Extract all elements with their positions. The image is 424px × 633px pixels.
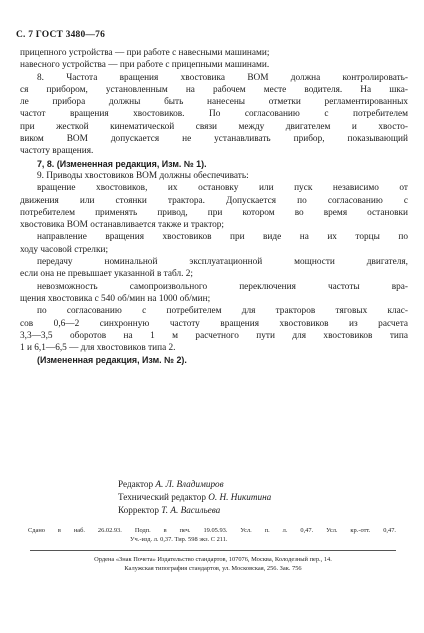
- imprint-line-2: Уч.-изд. л. 0,37. Тир. 598 экз. С 211.: [130, 535, 228, 543]
- text-line: (Измененная редакция, Изм. № 2).: [37, 355, 187, 366]
- text-line: сов 0,6—2 синхронную частоту вращения хвостовиков из расчета: [20, 318, 408, 329]
- editor-name: А. Л. Владимиров: [155, 479, 224, 489]
- text-line: хвостовика ВОМ останавливается также и трактор;: [20, 220, 225, 231]
- text-line: при жесткой кинематической связи между двигателем и хвосто-: [20, 121, 408, 132]
- credits-block: [118, 478, 271, 517]
- printer-line: Калужская типография стандартов, ул. Московская, 256. Зак. 756: [124, 565, 302, 572]
- text-line: щения хвостовика с 540 об/мин на 1000 об/мин;: [20, 293, 211, 304]
- editor-label: Редактор: [118, 479, 154, 489]
- tech-editor-name: О. Н. Никитина: [208, 492, 272, 502]
- text-line: 3,3—3,5 оборотов на 1 м расчетного пути для хвостовиков типа: [20, 330, 408, 341]
- imprint-block: [28, 527, 396, 544]
- text-line: прицепного устройства — при работе с навесными машинами;: [20, 48, 270, 58]
- document-body: [20, 47, 408, 367]
- text-line: частот вращения хвостовиков. По согласованию с потребителем: [20, 109, 408, 120]
- text-line: 9. Приводы хвостовиков ВОМ должны обеспечивать:: [37, 170, 249, 181]
- text-line: по согласованию с потребителем для тракторов тяговых клас-: [37, 306, 408, 317]
- text-line: частоту вращения.: [20, 146, 94, 157]
- text-line: передачу номинальной эксплуатационной мощности двигателя,: [37, 257, 408, 268]
- proofreader-line: [118, 504, 271, 517]
- text-line: ле прибора должны быть нанесены отметки регламентированных: [20, 97, 408, 108]
- proofreader-name: Т. А. Васильева: [161, 505, 221, 515]
- text-line: навесного устройства — при работе с прицепными машинами.: [20, 60, 270, 71]
- text-line: если она не превышает указанной в табл. 2;: [20, 269, 193, 280]
- text-line: ходу часовой стрелки;: [20, 244, 109, 255]
- imprint-line-1: Сдано в наб. 26.02.93. Подп. в печ. 19.05.93. Усл. п. л. 0,47. Усл. кр.-отт. 0,47.: [28, 527, 396, 534]
- tech-editor-line: [118, 491, 271, 504]
- page-header: С. 7 ГОСТ 3480—76: [16, 30, 106, 40]
- text-line: движения или стоянки трактора. Допускается по согласованию с: [20, 195, 408, 206]
- text-line: невозможность самопроизвольного переключения частоты вра-: [37, 281, 408, 292]
- footer-divider: [30, 550, 396, 551]
- text-line: 7, 8. (Измененная редакция, Изм. № 1).: [37, 158, 207, 169]
- text-line: вращение хвостовиков, их остановку или пуск независимо от: [37, 183, 408, 194]
- text-line: потребителем применять привод, при котором во время остановки: [20, 207, 408, 218]
- text-line: виком ВОМ допускается не устанавливать прибор, показывающий: [20, 134, 408, 145]
- editor-line: [118, 478, 271, 491]
- proofreader-label: Корректор: [118, 505, 159, 515]
- text-line: 1 и 6,1—6,5 — для хвостовиков типа 2.: [20, 343, 176, 354]
- text-line: направление вращения хвостовиков при виде на их торцы по: [37, 232, 408, 243]
- publisher-footer: [30, 555, 396, 573]
- text-line: ся прибором, установленным на рабочем месте водителя. На шка-: [20, 84, 408, 95]
- text-line: 8. Частота вращения хвостовика ВОМ должна контролировать-: [37, 72, 408, 83]
- publisher-line: Ордена «Знак Почета» Издательство стандартов, 107076, Москва, Колодезный пер., 14.: [94, 556, 332, 563]
- tech-editor-label: Технический редактор: [118, 492, 206, 502]
